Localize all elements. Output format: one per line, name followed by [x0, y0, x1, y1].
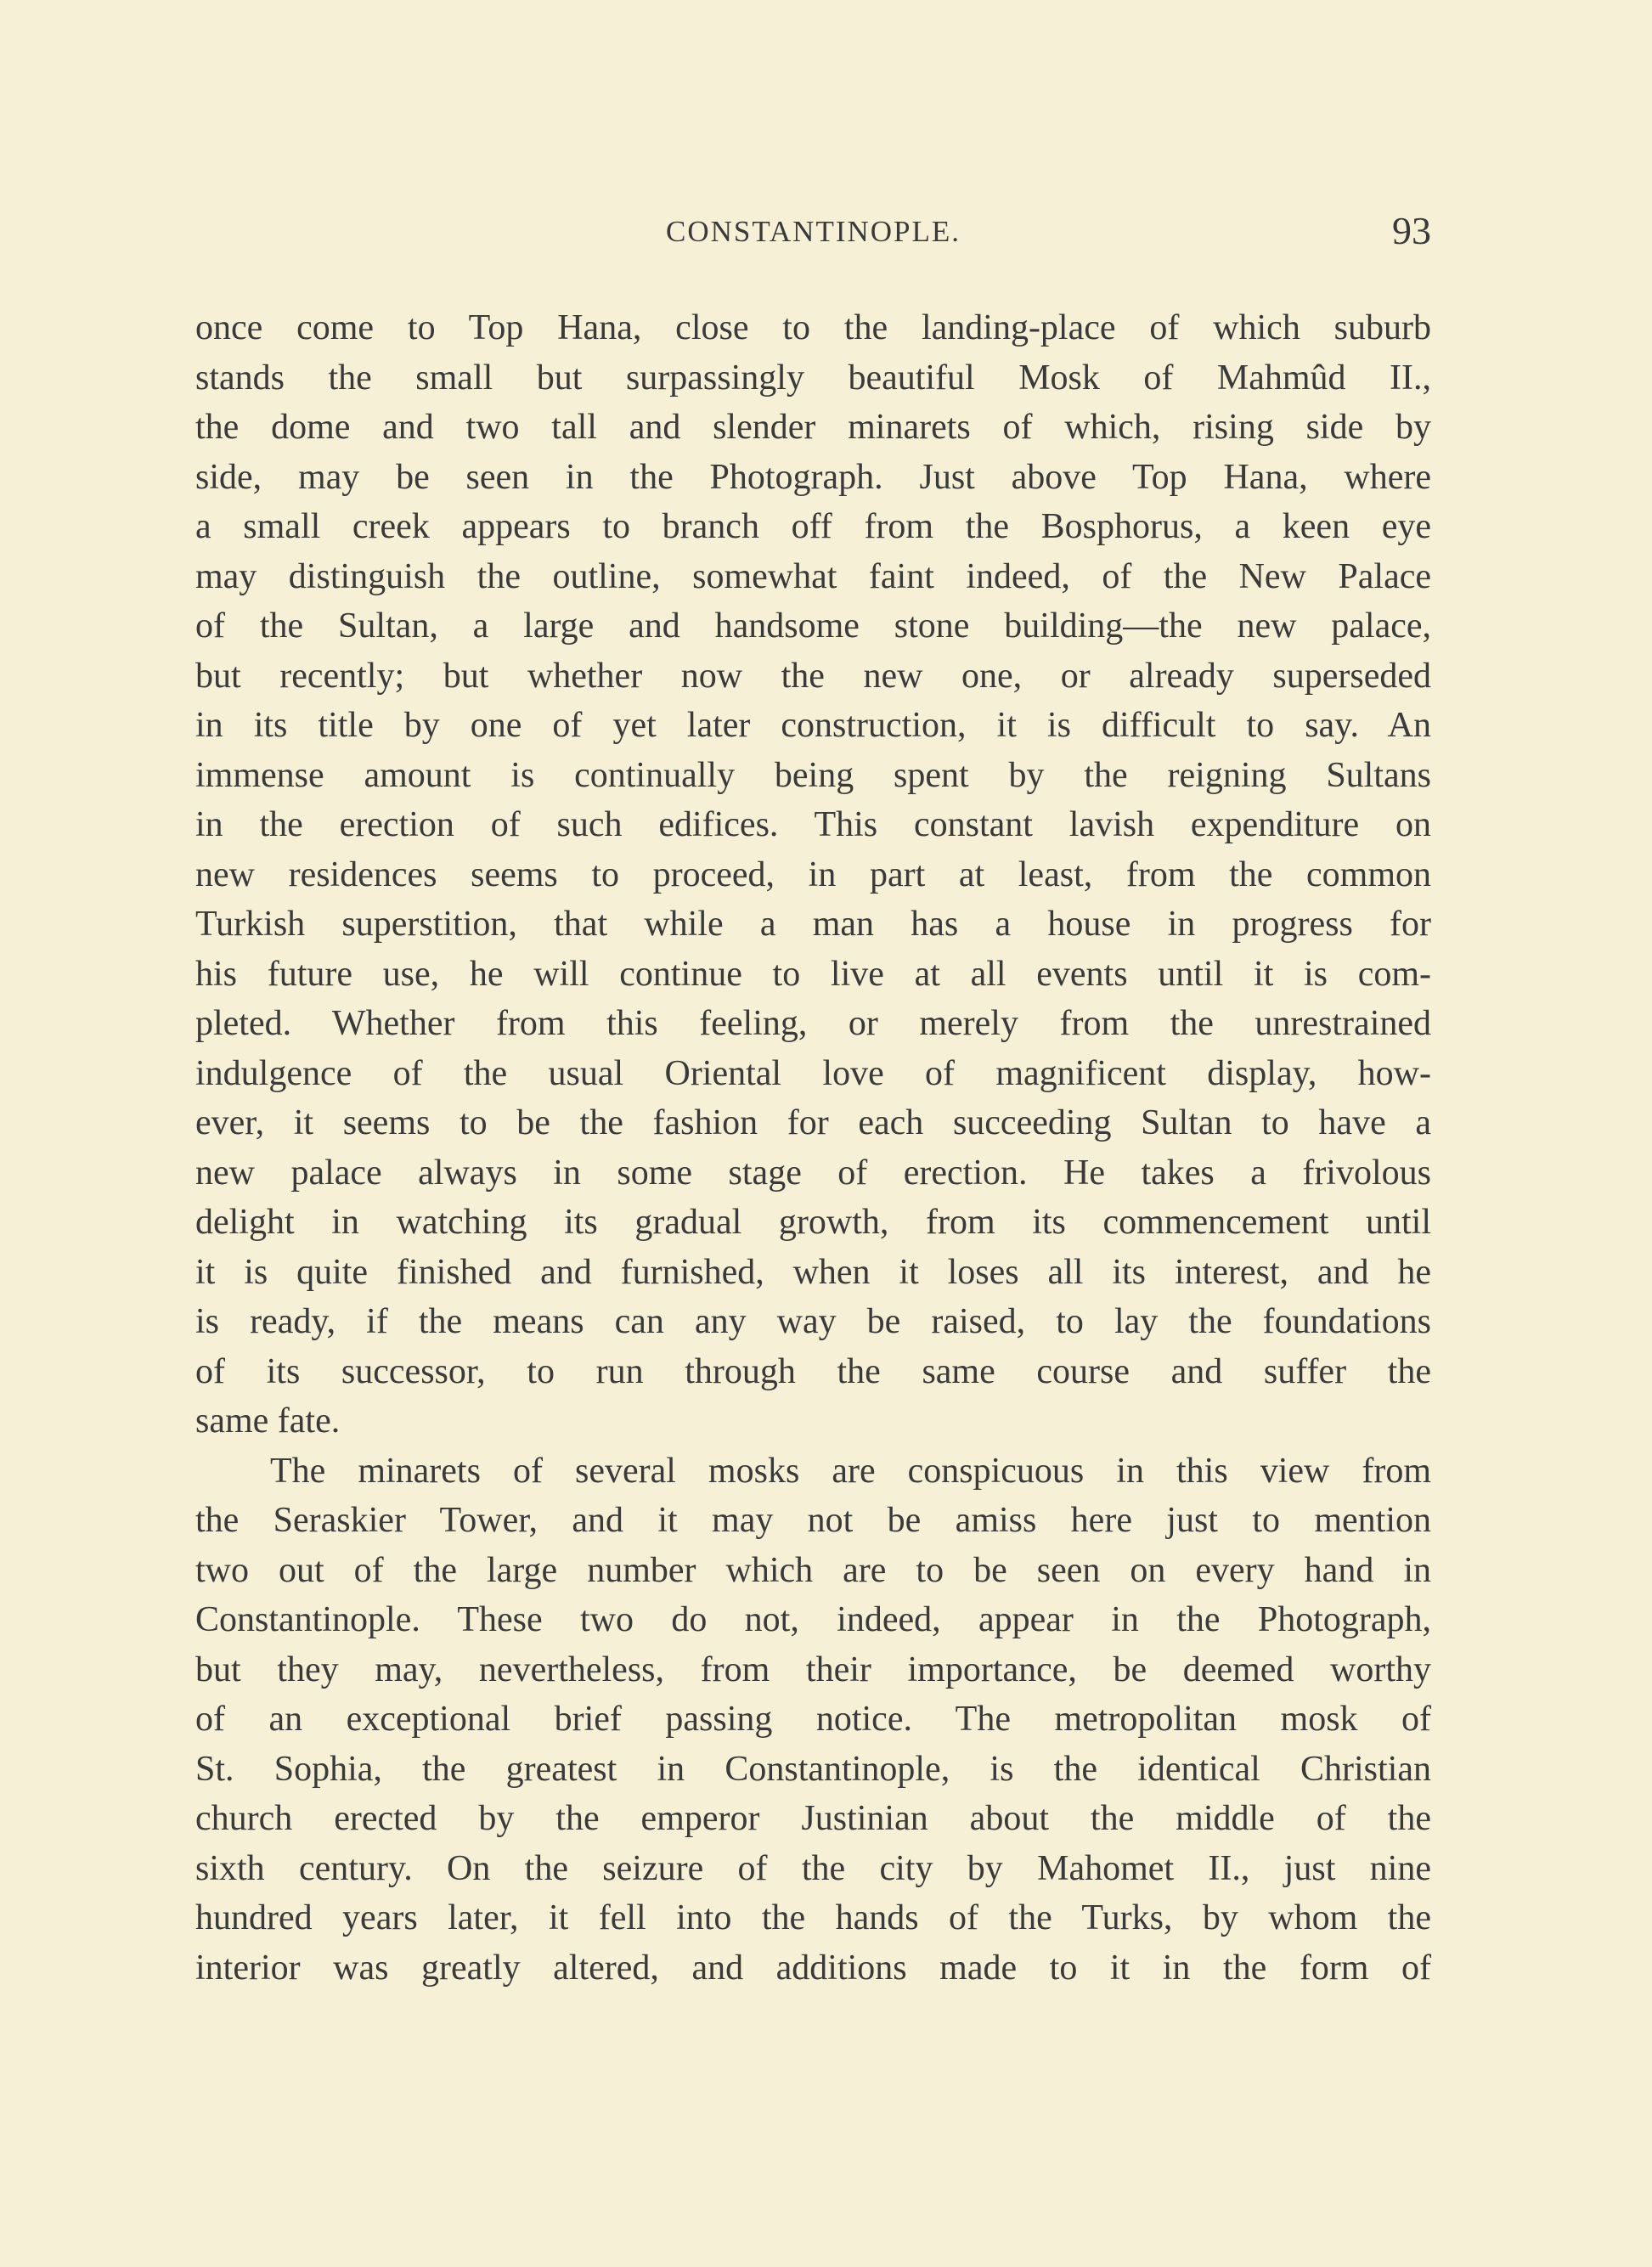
- text-line: once come to Top Hana, close to the landing-place of which suburb: [195, 308, 1431, 347]
- text-line: of its successor, to run through the same course and suffer the: [195, 1351, 1431, 1391]
- text-line: his future use, he will continue to live at all events until it is com-: [195, 954, 1431, 994]
- body-text: [195, 303, 1431, 1993]
- text-line: a small creek appears to branch off from the Bosphorus, a keen eye: [195, 507, 1431, 546]
- text-line: indulgence of the usual Oriental love of magnificent display, how-: [195, 1053, 1431, 1093]
- text-line: church erected by the emperor Justinian about the middle of the: [195, 1799, 1431, 1838]
- text-line: the Seraskier Tower, and it may not be amiss here just to mention: [195, 1501, 1431, 1540]
- paragraph: [195, 303, 1431, 1446]
- text-line: new palace always in some stage of erection. He takes a frivolous: [195, 1153, 1431, 1193]
- text-line: pleted. Whether from this feeling, or merely from the unrestrained: [195, 1004, 1431, 1043]
- paragraph: [195, 1446, 1431, 1993]
- text-line: sixth century. On the seizure of the city by Mahomet II., just nine: [195, 1848, 1431, 1888]
- page-number: 93: [1392, 209, 1431, 252]
- text-line: Turkish superstition, that while a man has a house in progress for: [195, 905, 1431, 944]
- text-line: new residences seems to proceed, in part at least, from the common: [195, 854, 1431, 894]
- text-line: side, may be seen in the Photograph. Just above Top Hana, where: [195, 457, 1431, 497]
- text-line: two out of the large number which are to be seen on every hand in: [195, 1550, 1431, 1590]
- text-line: interior was greatly altered, and additions made to it in the form of: [195, 1948, 1431, 1988]
- text-line: of an exceptional brief passing notice. The metropolitan mosk of: [195, 1700, 1431, 1739]
- text-line: may distinguish the outline, somewhat faint indeed, of the New Palace: [195, 556, 1431, 596]
- text-line: same fate.: [195, 1401, 341, 1441]
- text-line: Constantinople. These two do not, indeed, appear in the Photograph,: [195, 1600, 1431, 1639]
- text-line: of the Sultan, a large and handsome stone building—the new palace,: [195, 606, 1431, 646]
- running-title: CONSTANTINOPLE.: [665, 215, 961, 248]
- text-line: in the erection of such edifices. This constant lavish expenditure on: [195, 805, 1431, 844]
- text-line: delight in watching its gradual growth, from its commencement until: [195, 1203, 1431, 1242]
- text-line: stands the small but surpassingly beautiful Mosk of Mahmûd II.,: [195, 358, 1431, 398]
- text-line: immense amount is continually being spent by the reigning Sultans: [195, 755, 1431, 795]
- text-line: is ready, if the means can any way be raised, to lay the foundations: [195, 1302, 1431, 1341]
- text-line: St. Sophia, the greatest in Constantinople, is the identical Christian: [195, 1749, 1431, 1789]
- text-line: hundred years later, it fell into the hands of the Turks, by whom the: [195, 1898, 1431, 1937]
- text-line: but recently; but whether now the new one, or already superseded: [195, 656, 1431, 696]
- text-line: in its title by one of yet later construction, it is difficult to say. An: [195, 706, 1431, 745]
- text-line: The minarets of several mosks are conspicuous in this view from: [270, 1451, 1431, 1491]
- text-line: but they may, nevertheless, from their importance, be deemed worthy: [195, 1649, 1431, 1689]
- text-line: ever, it seems to be the fashion for each succeeding Sultan to have a: [195, 1103, 1431, 1142]
- text-line: the dome and two tall and slender minarets of which, rising side by: [195, 408, 1431, 447]
- text-line: it is quite finished and furnished, when it loses all its interest, and he: [195, 1252, 1431, 1292]
- running-head: [195, 208, 1431, 259]
